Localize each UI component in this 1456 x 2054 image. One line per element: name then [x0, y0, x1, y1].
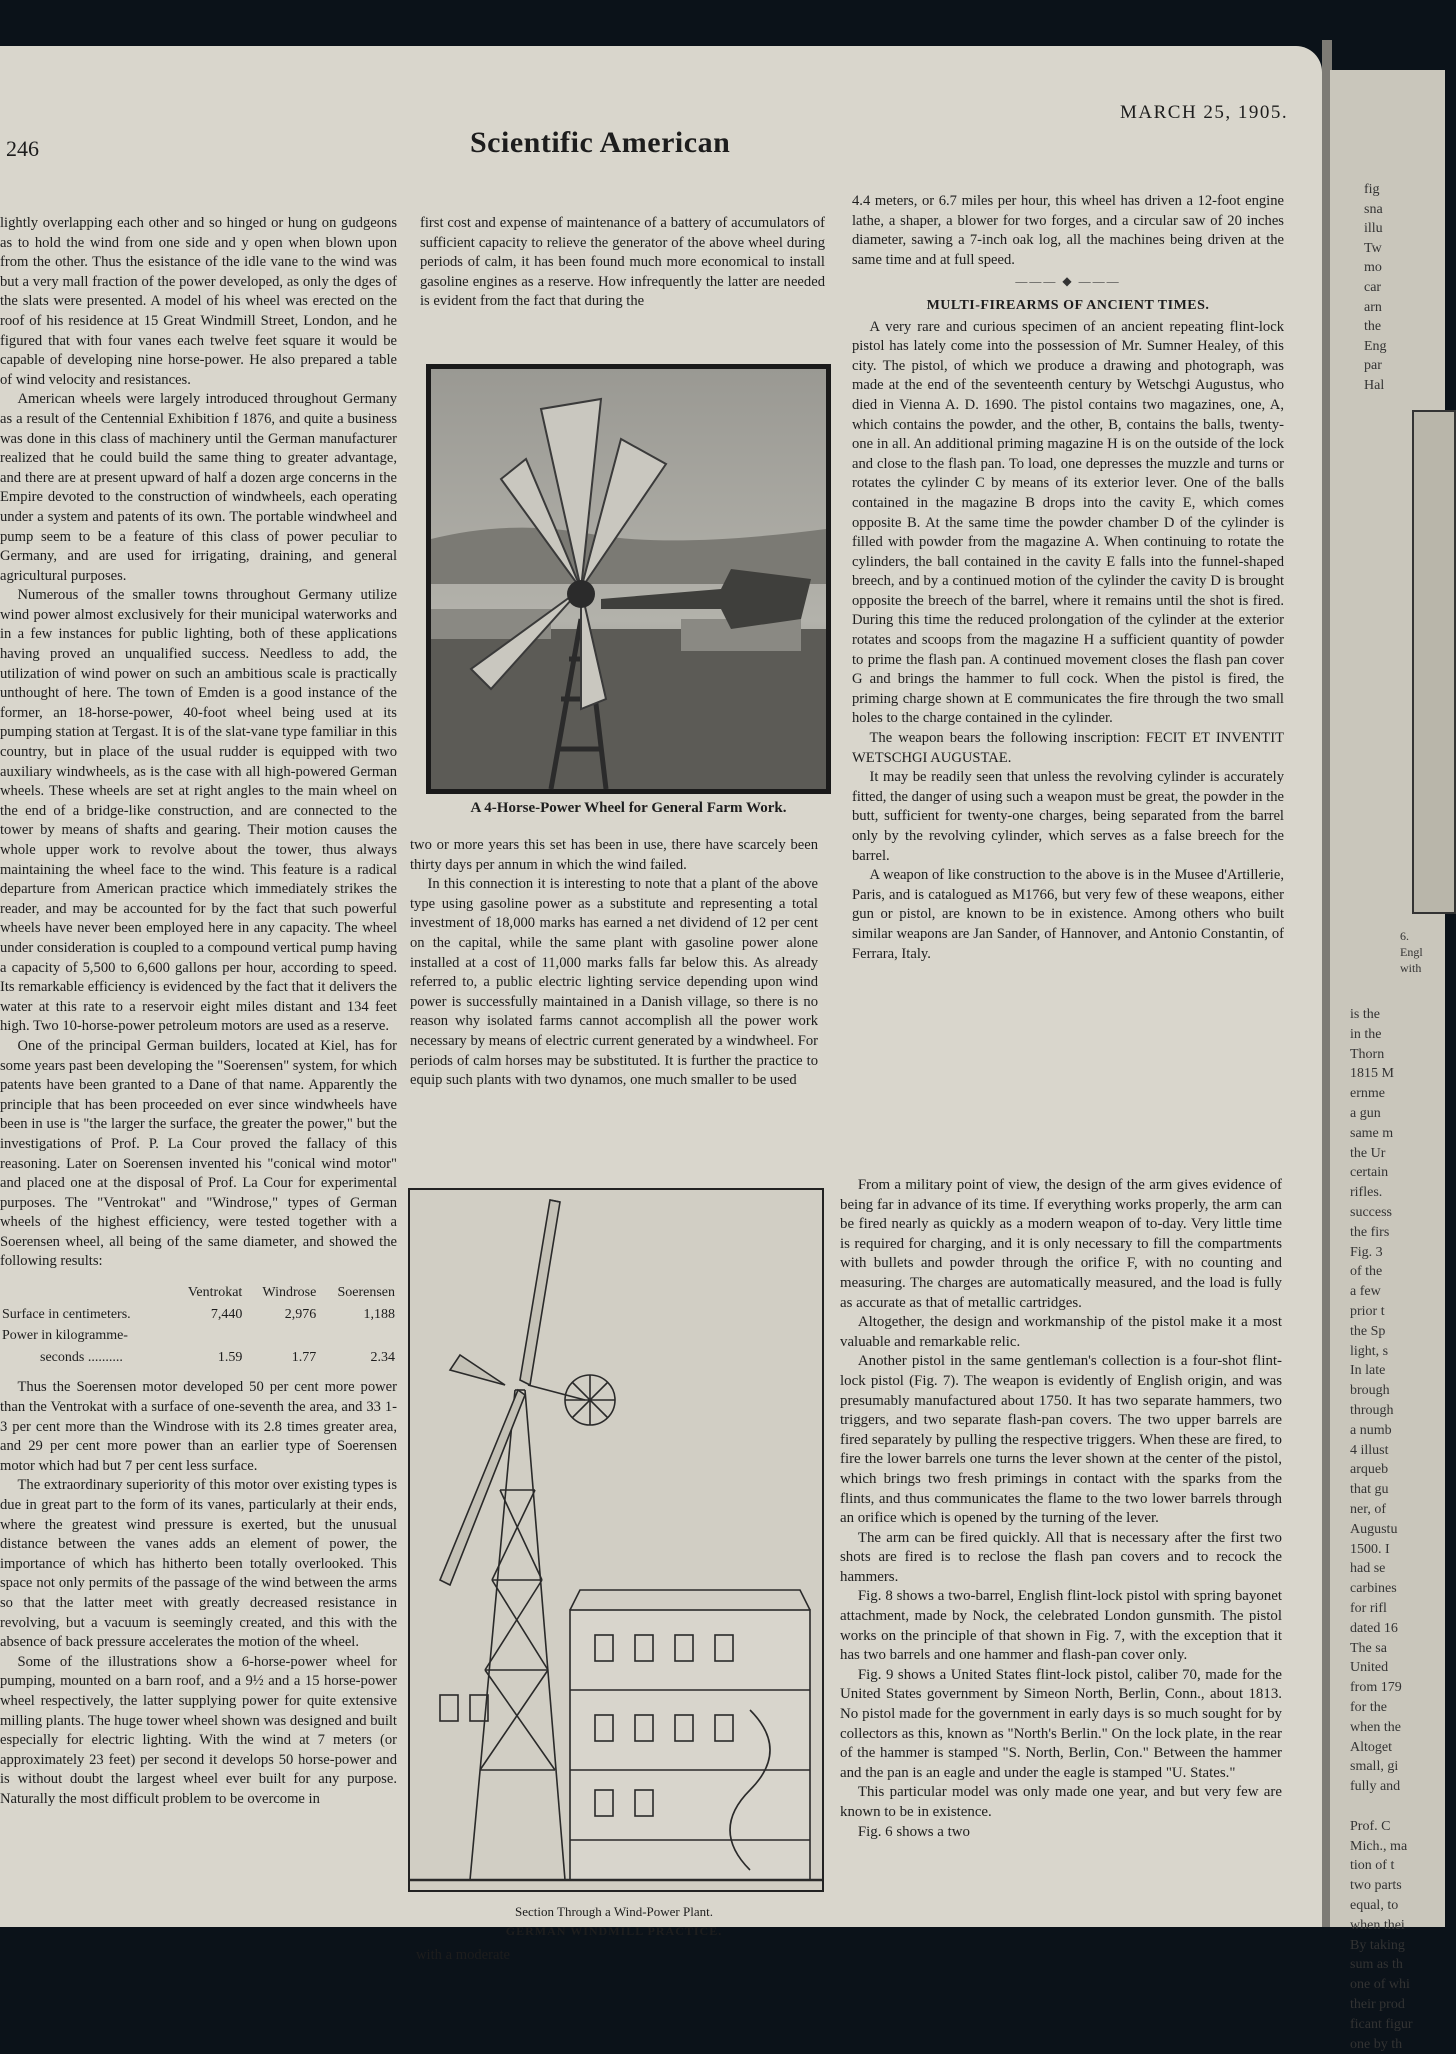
- next-page-line: of the: [1350, 1264, 1383, 1280]
- next-page-caption-line: with: [1400, 961, 1422, 975]
- next-page-line: car: [1364, 280, 1382, 295]
- next-page-line: a numb: [1350, 1422, 1392, 1438]
- next-page-line: in the: [1350, 1026, 1382, 1042]
- masthead-title: Scientific American: [470, 126, 731, 159]
- next-page-line: light, s: [1350, 1343, 1389, 1359]
- next-page-line: sna: [1364, 201, 1383, 217]
- paragraph: American wheels were largely introduced throughout Germany as a result of the Centennial Exhibition f 1876, and quite a business was done in this class of machinery until the German manufacturer realized that he could build the same thing to greater advantage, and there are at present upward of half a dozen arge concerns in the Empire devoted to the construction of windwheels, each operating under a system and patents of its own. The portable windwheel and pump seem to be a feature of this class of power peculiar to Germany, and are used for irrigating, draining, and general agricultural purposes.: [0, 391, 397, 584]
- next-page-line: arn: [1364, 299, 1382, 315]
- table-header: Windrose: [262, 1285, 317, 1301]
- next-page-caption-line: Engl: [1400, 945, 1423, 959]
- next-page-figure-caption: [1400, 928, 1423, 976]
- next-page-line: Prof. C: [1350, 1818, 1391, 1834]
- next-page-line: dated 16: [1350, 1620, 1398, 1636]
- table-cell: 2,976: [284, 1306, 317, 1322]
- next-page-line: Augustu: [1350, 1521, 1398, 1537]
- next-page-line: is the: [1350, 1007, 1380, 1022]
- column-2-bottom: with a moderate: [416, 1947, 511, 1963]
- column-2-top: [420, 214, 825, 312]
- next-page-line: 4 illust: [1350, 1442, 1389, 1458]
- table-row-label: Power in kilogramme-: [2, 1328, 128, 1344]
- table-row-label: Surface in centimeters.: [2, 1306, 131, 1322]
- next-page-line: the Sp: [1350, 1323, 1386, 1339]
- column-3-top: [852, 192, 1284, 964]
- next-page-line: the firs: [1350, 1224, 1390, 1240]
- next-page-line: their prod: [1350, 1997, 1405, 2012]
- next-page-line: illu: [1364, 221, 1383, 237]
- paragraph: Fig. 6 shows a two: [857, 1823, 970, 1840]
- next-page-edge: [1330, 70, 1445, 2052]
- next-page-line: when thei: [1350, 1917, 1405, 1933]
- table-cell: 1.59: [217, 1349, 243, 1365]
- next-page-line: par: [1364, 358, 1382, 374]
- paragraph: Thus the Soerensen motor developed 50 per cent more power than the Ventrokat with a surface of one-seventh the area, and 33 1-3 per cent more than the Windrose with its 2.8 times greater area, and 29 per cent more power than an earlier type of Soerensen motor which had but 7 per cent less surface.: [0, 1379, 397, 1474]
- next-page-line: a few: [1350, 1284, 1381, 1300]
- next-page-line: small, gi: [1350, 1759, 1399, 1775]
- paragraph: Some of the illustrations show a 6-horse-power wheel for pumping, mounted on a barn roof, and a 9½ and a 15 horse-power wheel respectively, the latter supplying power for quite extensive milling plants. The huge tower wheel shown was designed and built especially for electric lighting. With the wind at 7 meters (or approximately 23 feet) per second it develops 50 horse-power and is without doubt the largest wheel ever built for any purpose. Naturally the most difficult problem to be overcome in: [0, 1653, 397, 1807]
- paragraph: This particular model was only made one year, and but very few are known to be in existence.: [840, 1784, 1282, 1820]
- next-page-line: that gu: [1350, 1482, 1389, 1498]
- diagram-subcaption: GERMAN WINDMILL PRACTICE.: [505, 1924, 723, 1938]
- article-heading: MULTI-FIREARMS OF ANCIENT TIMES.: [926, 297, 1210, 313]
- column-3-bottom: [840, 1176, 1282, 1842]
- next-page-line: one of whi: [1350, 1977, 1410, 1993]
- paragraph: The weapon bears the following inscription: FECIT ET INVENTIT WETSCHGI AUGUSTAE.: [852, 730, 1284, 766]
- next-page-line: a gun: [1350, 1106, 1381, 1121]
- paragraph: Altogether, the design and workmanship of the pistol make it a most valuable and remarkable relic.: [840, 1314, 1282, 1350]
- next-page-line: the Ur: [1350, 1145, 1386, 1161]
- photo-caption: A 4-Horse-Power Wheel for General Farm Work.: [470, 800, 787, 816]
- next-page-line: had se: [1350, 1561, 1386, 1577]
- table-cell: 1.77: [291, 1349, 317, 1365]
- paragraph: A very rare and curious specimen of an ancient repeating flint-lock pistol has lately come into the possession of Mr. Sumner Healey, of this city. The pistol, of which we produce a drawing and photograph, was made at the end of the seventeenth century by Wetschgi Augustus, who died in Vienna A. D. 1690. The pistol contains two magazines, one, A, which contains the powder, and the other, B, contains the balls, twenty-one in all. An additional priming magazine H is on the outside of the lock and close to the flash pan. To load, one depresses the muzzle and turns or rotates the cylinder C by means of its exterior lever. One of the balls contained in the magazine B drops into the cavity E, which comes opposite B. At the same time the powder chamber D of the cylinder is filled with powder from the magazine A. When continuing to rotate the cylinders, the ball contained in the cavity E falls into the funnel-shaped breech, and by a continued motion of the cylinder the cavity D is brought opposite the breech of the barrel, where it remains until the shot is fired. During this time the reduced prolongation of the cylinder at the exterior rotates and scoops from the magazine H a sufficient quantity of powder to prime the flash pan. A continued movement closes the flash pan cover G and brings the hammer to full cock. When the pistol is fired, the priming charge shown at E communicates the fire through the two small holes to the charge contained in the cylinder.: [852, 318, 1284, 727]
- next-page-line: United: [1350, 1660, 1389, 1676]
- next-page-line: ner, of: [1350, 1502, 1386, 1517]
- paragraph: One of the principal German builders, located at Kiel, has for some years past been developing the "Soerensen" system, for which patents have been granted to a Dane of that name. Apparently the principle that has been proceeded on ever since windwheels have been in use is "the larger the surface, the greater the power," but the investigations of Prof. P. La Cour proved the fallacy of this reasoning. Later on Soerensen invented his "conical wind motor" and placed one at the disposal of Prof. La Cour for experimental purposes. The "Ventrokat" and "Windrose," types of German wheels of the highest efficiency, were tested together with a Soerensen wheel, all being of the same diameter, and showed the following results:: [0, 1037, 397, 1270]
- paragraph: It may be readily seen that unless the revolving cylinder is accurately fitted, the danger of using such a weapon must be great, the powder in the butt, sufficient for twenty-one charges, being separated from the barrel only by the revolving cylinder, which serves as a false breech for the barrel.: [852, 769, 1284, 864]
- diagram-caption: Section Through a Wind-Power Plant.: [515, 1904, 713, 1919]
- paragraph: A weapon of like construction to the above is in the Musee d'Artillerie, Paris, and is catalogued as M1766, but very few of these weapons, either gun or pistol, are known to be in existence. Among others who built similar weapons are Jan Sander, of Hannover, and Antonio Constantin, of Ferrara, Italy.: [852, 867, 1284, 962]
- next-page-line: Eng: [1364, 338, 1387, 354]
- next-page-line: The sa: [1350, 1640, 1387, 1656]
- table-cell: 7,440: [210, 1306, 243, 1322]
- next-page-line: fully and: [1350, 1779, 1401, 1795]
- paragraph: The arm can be fired quickly. All that is necessary after the first two shots are fired is to reclose the flash pan covers and to recock the hammers.: [840, 1529, 1282, 1585]
- paragraph: The extraordinary superiority of this motor over existing types is due in great part to the form of its vanes, particularly at their ends, where the greatest wind pressure is exerted, but the unusual distance between the vanes adds an element of power, the importance of which has hitherto been totally overlooked. This space not only permits of the passage of the wind between the arms so that the latter meet with greatly decreased resistance in revolving, but a vacuum is seemingly created, and this with the absence of back pressure accelerates the motion of the wheel.: [0, 1477, 397, 1651]
- table-cell: 2.34: [370, 1349, 395, 1365]
- next-page-line: prior t: [1350, 1304, 1385, 1319]
- next-page-line: for the: [1350, 1700, 1387, 1715]
- next-page-line: 1815 M: [1350, 1066, 1394, 1082]
- next-page-line: certain: [1350, 1165, 1389, 1181]
- paragraph: two or more years this set has been in use, there have scarcely been thirty days per annum in which the wind failed.: [410, 837, 818, 873]
- table-cell: 1,188: [363, 1306, 395, 1322]
- next-page-line: ficant figur: [1350, 2016, 1413, 2032]
- results-table: [0, 1282, 397, 1368]
- next-page-line: sum as th: [1350, 1957, 1403, 1973]
- next-page-line: for rifl: [1350, 1601, 1387, 1616]
- next-page-line: Thorn: [1350, 1046, 1385, 1062]
- next-page-line: from 179: [1350, 1680, 1402, 1696]
- next-page-figure: [1412, 410, 1456, 914]
- next-page-caption-line: 6.: [1400, 929, 1409, 943]
- page-number: 246: [6, 136, 39, 161]
- next-page-line: tion of t: [1350, 1858, 1395, 1874]
- paragraph: Fig. 8 shows a two-barrel, English flint-lock pistol with spring bayonet attachment, made by Nock, the celebrated London gunsmith. The pistol works on the principle of that shown in Fig. 7, with the exception that it has two barrels and one hammer and flash-pan cover only.: [840, 1588, 1282, 1664]
- table-row: [0, 1347, 397, 1369]
- next-page-line: By taking: [1350, 1937, 1405, 1953]
- next-page-line: Fig. 3: [1350, 1244, 1383, 1260]
- next-page-line: brough: [1350, 1383, 1390, 1399]
- next-page-line: 1500. I: [1350, 1541, 1390, 1557]
- newspaper-page: [0, 46, 1322, 1963]
- section-divider: ——— ◆ ———: [1015, 274, 1121, 289]
- table-header-row: [0, 1282, 397, 1304]
- next-page-line: ernme: [1350, 1086, 1385, 1102]
- table-row: [0, 1304, 397, 1326]
- paragraph: 4.4 meters, or 6.7 miles per hour, this wheel has driven a 12-foot engine lathe, a shaper, a blower for two forges, and a circular saw of 20 inches diameter, sawing a 7-inch oak log, all the machines being driven at the same time and at full speed.: [852, 193, 1284, 268]
- next-page-line: one by th: [1350, 2036, 1403, 2052]
- next-page-line: fig: [1364, 182, 1380, 197]
- wind-power-plant-section-diagram: [408, 1188, 824, 1892]
- next-page-line: rifles.: [1350, 1185, 1383, 1201]
- next-page-line: same m: [1350, 1125, 1394, 1141]
- windwheel-photo-illustration: [431, 369, 826, 789]
- table-header: Soerensen: [337, 1285, 395, 1301]
- paragraph: first cost and expense of maintenance of a battery of accumulators of sufficient capacity to relieve the generator of the above wheel during periods of calm, it has been found much more economical to install gasoline engines as a reserve. How infrequently the latter are needed is evident from the fact that during the: [420, 215, 825, 310]
- wind-power-plant-illustration: [410, 1190, 822, 1890]
- table-header: Ventrokat: [187, 1285, 243, 1301]
- next-page-line: In late: [1350, 1363, 1386, 1379]
- paragraph: Another pistol in the same gentleman's collection is a four-shot flint-lock pistol (Fig. 7). The weapon is evidently of English origin, and was presumably manufactured about 1750. It has two separate hammers, two triggers, and two separate flash-pan covers. The two upper barrels are fired separately by pulling the respective triggers. When these are fired, to fire the lower barrels one turns the lever shown at the center of the pistol, which brings two fresh primings in contact with the sparks from the flints, and thus communicates the flame to the two lower barrels through an orifice which is opened by the turning of the lever.: [840, 1353, 1282, 1527]
- column-2-middle: [410, 836, 818, 1091]
- paragraph: Numerous of the smaller towns throughout Germany utilize wind power almost exclusively for their municipal waterworks and in a few instances for public lighting, both of these applications having proved an unqualified success. Needless to add, the utilization of wind power on such an ambitious scale is practically unthought of here. The town of Emden is a good instance of the former, an 18-horse-power, 40-foot wheel being used at its pumping station at Tergast. It is of the slat-vane type familiar in this country, but in place of the usual rudder is equipped with two auxiliary windwheels, as is the case with all high-powered German wheels. These wheels are set at right angles to the main wheel on the end of a bridge-like construction, and are connected to the tower by means of shafts and gearing. Their motion causes the whole upper work to revolve about the tower, thus always maintaining the wheel face to the wind. This feature is a radical departure from American practice which immediately strikes the reader, and may be accounted for by the fact that such powerful wheels have never been employed here in any capacity. The wheel under consideration is coupled to a compound vertical pump having a capacity of 5,500 to 6,600 gallons per hour, according to speed. Its remarkable efficiency is evidenced by the fact that it delivers the water at this rate to a reservoir eight miles distant and 134 feet high. Two 10-horse-power petroleum motors are used as a reserve.: [0, 587, 397, 1035]
- next-page-line: Altoget: [1350, 1739, 1392, 1755]
- next-page-line: success: [1350, 1205, 1392, 1220]
- next-page-line: Mich., ma: [1350, 1838, 1408, 1854]
- next-page-line: through: [1350, 1403, 1394, 1418]
- next-page-line: the: [1364, 319, 1382, 335]
- next-page-line: Hal: [1364, 378, 1385, 393]
- next-page-line: arqueb: [1350, 1462, 1389, 1478]
- table-row: [0, 1325, 397, 1347]
- paragraph: Fig. 9 shows a United States flint-lock pistol, caliber 70, made for the United States government by Simeon North, Berlin, Conn., about 1813. No pistol made for the government in early days is so much sought for by collectors as this, known as "North's Berlin." On the lock plate, in the rear of the hammer is stamped "S. North, Berlin, Con." Between the hammer and the pan is an eagle and under the eagle is stamped "U. States.": [840, 1666, 1282, 1781]
- column-1: [0, 214, 397, 1810]
- paragraph: From a military point of view, the design of the arm gives evidence of being far in advance of its time. If everything works properly, the arm can be fired nearly as quickly as a modern weapon of to-day. Very little time is required for charging, and it is only necessary to fill the compartments with bullets and powder through the orifice F, with no counting and measuring. The charges are automatically measured, and the load is fully as accurate as that of metallic cartridges.: [840, 1177, 1282, 1311]
- issue-date: MARCH 25, 1905.: [1120, 102, 1289, 123]
- paragraph: lightly overlapping each other and so hinged or hung on gudgeons as to hold the wind from one side and y open when blown upon from the other. Thus the esistance of the idle vane to the wind was but a very mall fraction of the power developed, as only the dges of the slats were presented. A model of his wheel was erected on the roof of his residence at 15 Great Windmill Street, London, and he figured that with four vanes each twelve feet square it would be capable of developing nine horse-power. He also prepared a table of wind velocity and resistances.: [0, 215, 397, 388]
- next-page-line: equal, to: [1350, 1898, 1399, 1913]
- paragraph: In this connection it is interesting to note that a plant of the above type using gasoline power as a substitute and representing a total investment of 18,000 marks has earned a net dividend of 12 per cent on the capital, while the same plant with gasoline power alone installed at a cost of 11,000 marks falls far below this. As already referred to, a public electric lighting service depending upon wind power is successfully maintained in a Danish village, so there is no reason why isolated farms cannot accomplish all the power work necessary by means of electric current generated by a windwheel. For periods of calm horses may be substituted. It is further the practice to equip such plants with two dynamos, one much smaller to be used: [410, 876, 818, 1089]
- next-page-line: mo: [1364, 260, 1382, 276]
- next-page-line: Tw: [1364, 240, 1382, 256]
- next-page-line: when the: [1350, 1719, 1401, 1735]
- next-page-line: carbines: [1350, 1581, 1397, 1597]
- table-row-label: seconds ..........: [40, 1349, 123, 1365]
- farm-windwheel-photo: [426, 364, 831, 794]
- next-page-line: two parts: [1350, 1878, 1402, 1894]
